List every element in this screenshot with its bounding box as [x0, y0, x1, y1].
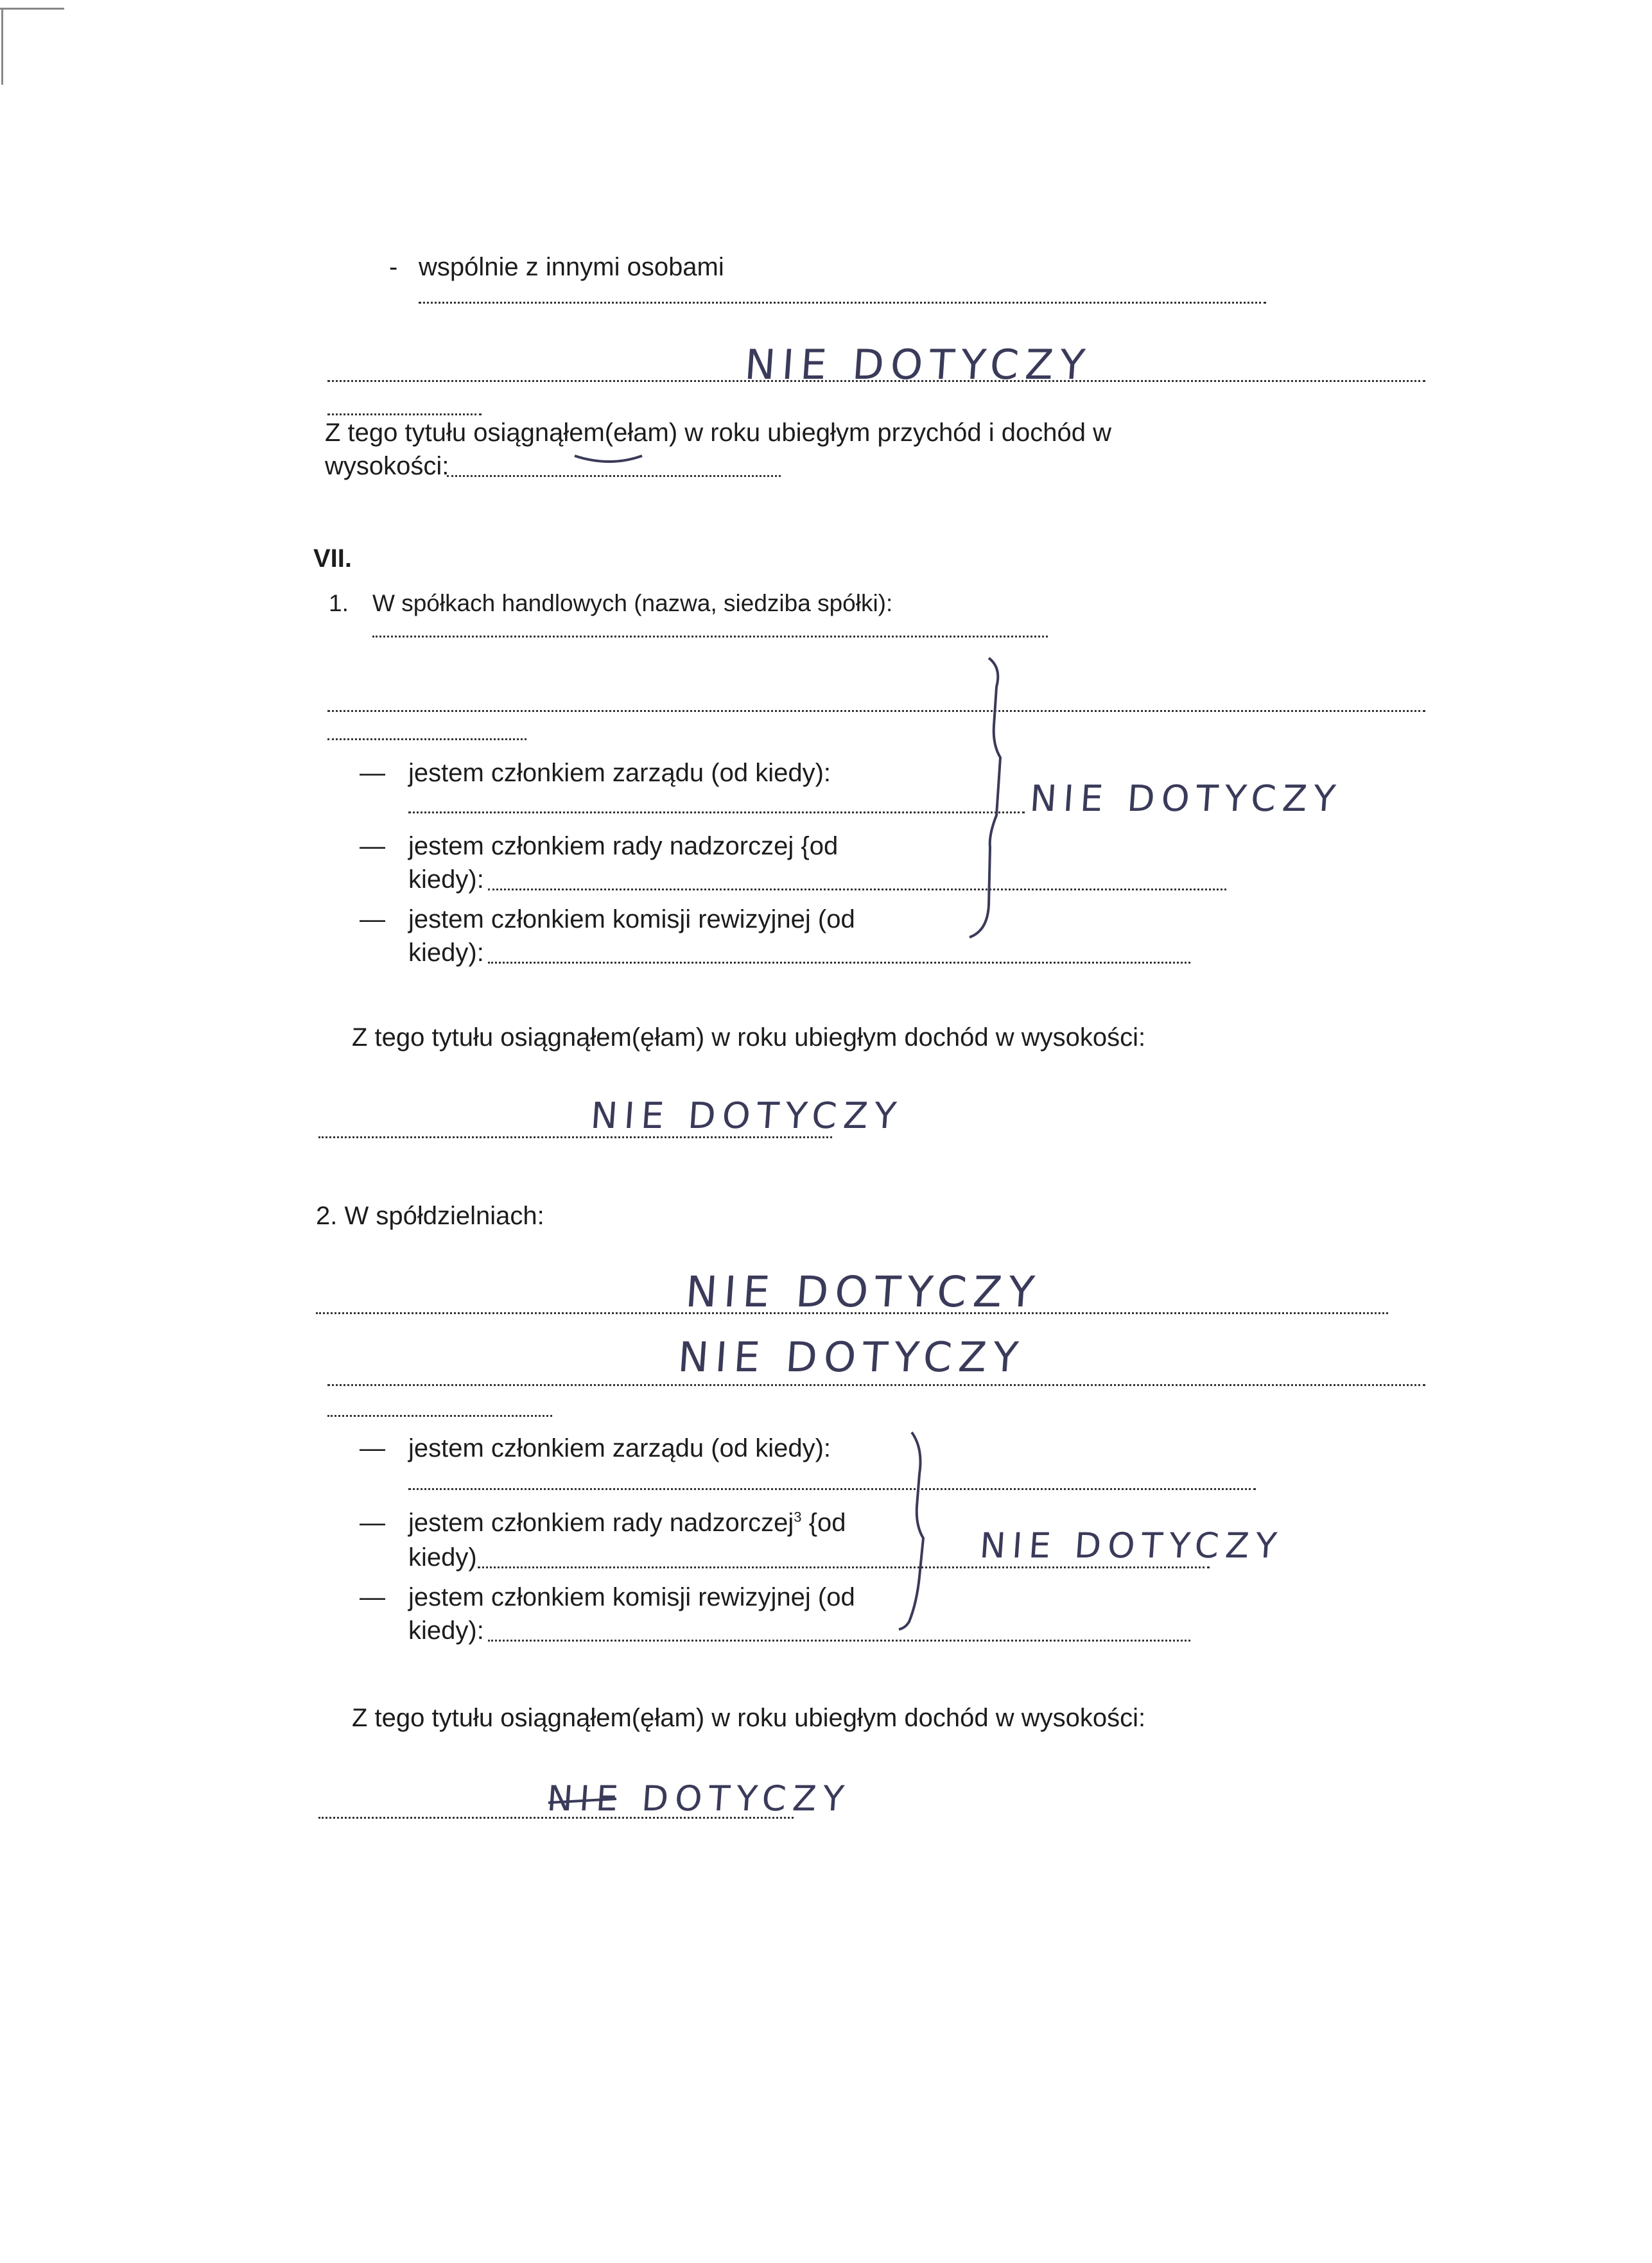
income-amount-dotted-vi [447, 475, 781, 477]
item1-number: 1. [329, 590, 349, 616]
item1-role3-dash: — [360, 905, 385, 933]
item2-label: 2. W spółdzielniach: [316, 1202, 544, 1230]
item2-role2-dotted [478, 1566, 1210, 1568]
handwritten-not-applicable-item2-line2: NIE DOTYCZY [676, 1334, 1027, 1382]
dotted-line-vi-2 [327, 413, 482, 415]
item2-role2-line1-text: jestem członkiem rady nadzorczej [408, 1509, 794, 1537]
item2-role1-dash: — [360, 1434, 385, 1462]
handwritten-not-applicable-item2-roles: NIE DOTYCZY [978, 1525, 1285, 1566]
item1-role1-dotted [408, 811, 1025, 813]
item2-role3-dotted [488, 1640, 1190, 1642]
jointly-label: wspólnie z innymi osobami [419, 253, 724, 281]
item1-dotted-line-3 [327, 738, 526, 740]
handwritten-not-applicable-vi: NIE DOTYCZY [743, 342, 1093, 389]
income-text-vi: Z tego tytułu osiągnąłem(ełam) w roku ubiegłym przychód i dochód w [325, 419, 1112, 447]
section-vii-heading: VII. [313, 544, 352, 573]
item2-role3-line1: jestem członkiem komisji rewizyjnej (od [408, 1583, 855, 1611]
handwritten-not-applicable-item2-line1: NIE DOTYCZY [684, 1267, 1043, 1317]
item2-role3-dash: — [360, 1583, 385, 1611]
item2-role2-line2: kiedy) [408, 1543, 477, 1572]
item1-income-text: Z tego tytułu osiągnąłem(ęłam) w roku ubiegłym dochód w wysokości: [352, 1023, 1146, 1052]
handwritten-not-applicable-item1-roles: NIE DOTYCZY [1028, 778, 1344, 820]
item1-role2-line1: jestem członkiem rady nadzorczej {od [408, 832, 839, 860]
item1-dotted-line-1 [372, 636, 1048, 637]
item1-role2-line2: kiedy): [408, 865, 484, 894]
income-amount-label-vi: wysokości: [325, 452, 449, 480]
scan-edge-left [1, 8, 3, 85]
item1-role2-dash: — [360, 832, 385, 860]
item1-label: W spółkach handlowych (nazwa, siedziba spółki): [372, 590, 893, 616]
item2-role3-line2: kiedy): [408, 1617, 484, 1645]
item1-role3-dotted [488, 962, 1190, 964]
scan-edge-top [0, 8, 64, 10]
handwritten-not-applicable-item2-income: NIE DOTYCZY [545, 1778, 852, 1819]
item2-income-text: Z tego tytułu osiągnąłem(ęłam) w roku ubiegłym dochód w wysokości: [352, 1704, 1146, 1732]
handwritten-brace-item2 [886, 1429, 944, 1634]
item1-dotted-line-2 [327, 710, 1425, 712]
item2-dotted-line-3 [327, 1415, 552, 1417]
item2-role2-dash: — [360, 1509, 385, 1537]
handwritten-strike-mark [546, 1791, 623, 1810]
handwritten-dash-mark [571, 449, 648, 469]
item1-role2-dotted [488, 889, 1226, 890]
item1-role1-dash: — [360, 759, 385, 787]
item1-role3-line2: kiedy): [408, 939, 484, 967]
item2-role2-line1 [408, 1507, 846, 1538]
item2-role1-dotted [408, 1488, 1256, 1490]
item1-role1-text: jestem członkiem zarządu (od kiedy): [408, 759, 831, 787]
jointly-dotted-line [419, 302, 1266, 304]
item2-dotted-line-2 [327, 1384, 1425, 1386]
handwritten-not-applicable-item1-income: NIE DOTYCZY [589, 1095, 905, 1137]
item1-role3-line1: jestem członkiem komisji rewizyjnej (od [408, 905, 855, 933]
footnote-marker: 3 [794, 1509, 802, 1525]
bullet-dash: - [389, 253, 398, 281]
handwritten-brace-item1 [950, 655, 1014, 950]
item2-role2-line1-end: {od [801, 1509, 846, 1537]
item2-role1-text: jestem członkiem zarządu (od kiedy): [408, 1434, 831, 1462]
